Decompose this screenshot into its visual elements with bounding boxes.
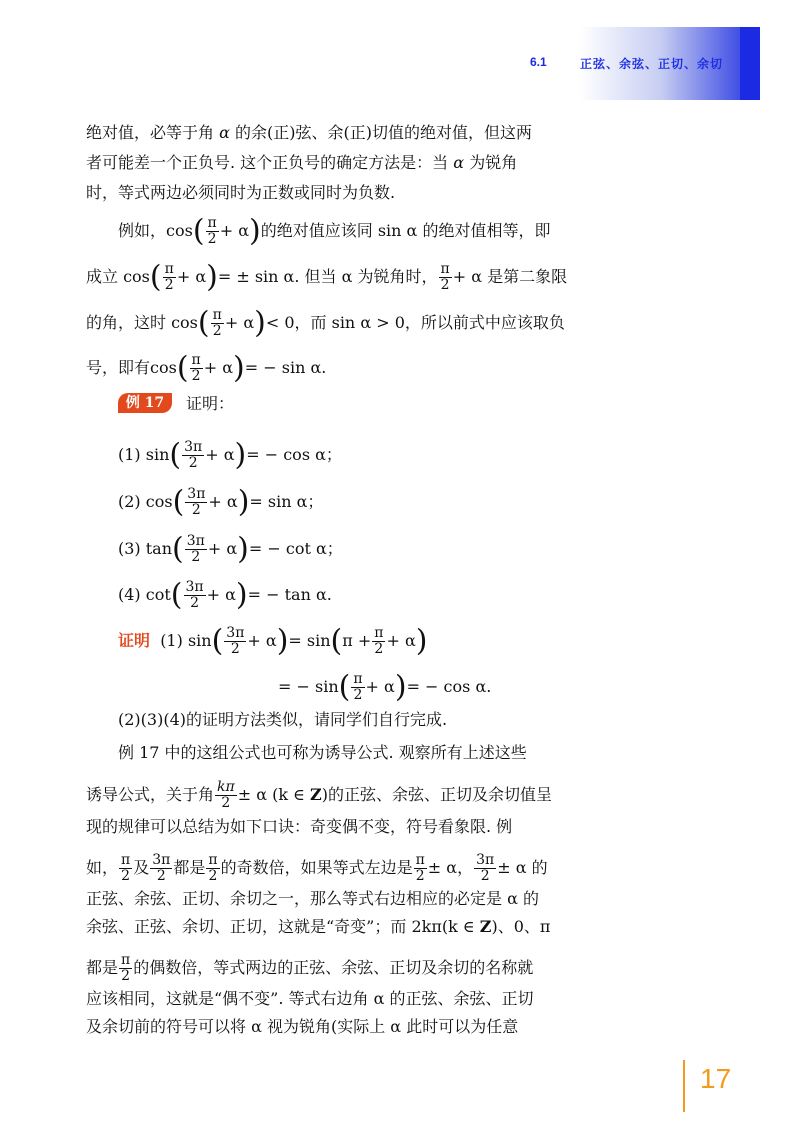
proof-line2: = − sin( $\frac{\pi}{2}$ + α)= − cos α.: [278, 669, 492, 705]
p2-line1: 例如，cos( $\frac{\pi}{2}$ + α)的绝对值应该同 sin α 的绝对值相等，即: [118, 213, 551, 249]
p2-line3: 的角，这时 cos( $\frac{\pi}{2}$ + α)< 0，而 sin α > 0，所以前式中应该取负: [86, 305, 565, 341]
p3-line4: 如， $\frac{\pi}{2}$ 及 $\frac{3\pi}{2}$ 都是 $\frac{\pi}{2}$ 的奇数倍，如果等式左边是 $\frac{\pi}{2}$ ± α， $\frac{3\pi}{2}$ ± α 的: [86, 852, 548, 884]
p3-line8: 应该相同，这就是“偶不变”. 等式右边角 α 的正弦、余弦、正切: [86, 989, 534, 1008]
example-item-4: (4) cot( $\frac{3\pi}{2}$ + α)= − tan α.: [118, 577, 332, 613]
proof-label: 证明: [118, 631, 151, 650]
example-intro: 证明：: [186, 394, 235, 413]
header-bar: [740, 27, 760, 100]
page-number: 17: [700, 1063, 732, 1094]
section-number: 6.1: [530, 55, 547, 69]
example-item-1: (1) sin( $\frac{3\pi}{2}$ + α)= − cos α；: [118, 437, 342, 473]
page-number-rule: [683, 1060, 685, 1112]
p3-line9: 及余切前的符号可以将 α 视为锐角(实际上 α 此时可以为任意: [86, 1017, 519, 1036]
p1-line2: 者可能差一个正负号. 这个正负号的确定方法是：当 α 为锐角: [86, 153, 518, 172]
p3-line3: 现的规律可以总结为如下口诀：奇变偶不变，符号看象限. 例: [86, 817, 513, 836]
p2-line2: 成立 cos( $\frac{\pi}{2}$ + α)= ± sin α. 但当 α 为锐角时， $\frac{\pi}{2}$ + α 是第二象限: [86, 259, 568, 295]
proof-line1: 证明 (1) sin( $\frac{3\pi}{2}$ + α)= sin(π + $\frac{\pi}{2}$ + α): [118, 623, 428, 659]
p3-line7: 都是 $\frac{\pi}{2}$ 的偶数倍，等式两边的正弦、余弦、正切及余切的名称就: [86, 952, 534, 984]
p3-line2: 诱导公式，关于角 $\frac{k\pi}{2}$ ± α (k ∈ Z)的正弦、余弦、正切及余切值呈: [86, 779, 552, 811]
section-title: 正弦、余弦、正切、余切: [580, 57, 724, 71]
p3-line1: 例 17 中的这组公式也可称为诱导公式. 观察所有上述这些: [118, 743, 527, 762]
p1-line1: 绝对值，必等于角 α 的余(正)弦、余(正)切值的绝对值，但这两: [86, 123, 532, 142]
p1-line3: 时，等式两边必须同时为正数或同时为负数.: [86, 183, 396, 202]
p2-line4: 号，即有cos( $\frac{\pi}{2}$ + α)= − sin α.: [86, 350, 327, 386]
example-item-2: (2) cos( $\frac{3\pi}{2}$ + α)= sin α；: [118, 484, 324, 520]
p3-line5: 正弦、余弦、正切、余切之一，那么等式右边相应的必定是 α 的: [86, 889, 539, 908]
example-item-3: (3) tan( $\frac{3\pi}{2}$ + α)= − cot α；: [118, 531, 343, 567]
proof-line3: (2)(3)(4)的证明方法类似，请同学们自行完成.: [118, 710, 448, 729]
example-badge: 例 17: [118, 393, 172, 413]
p3-line6: 余弦、正弦、余切、正切，这就是“奇变”；而 2kπ(k ∈ Z)、0、π: [86, 917, 551, 936]
